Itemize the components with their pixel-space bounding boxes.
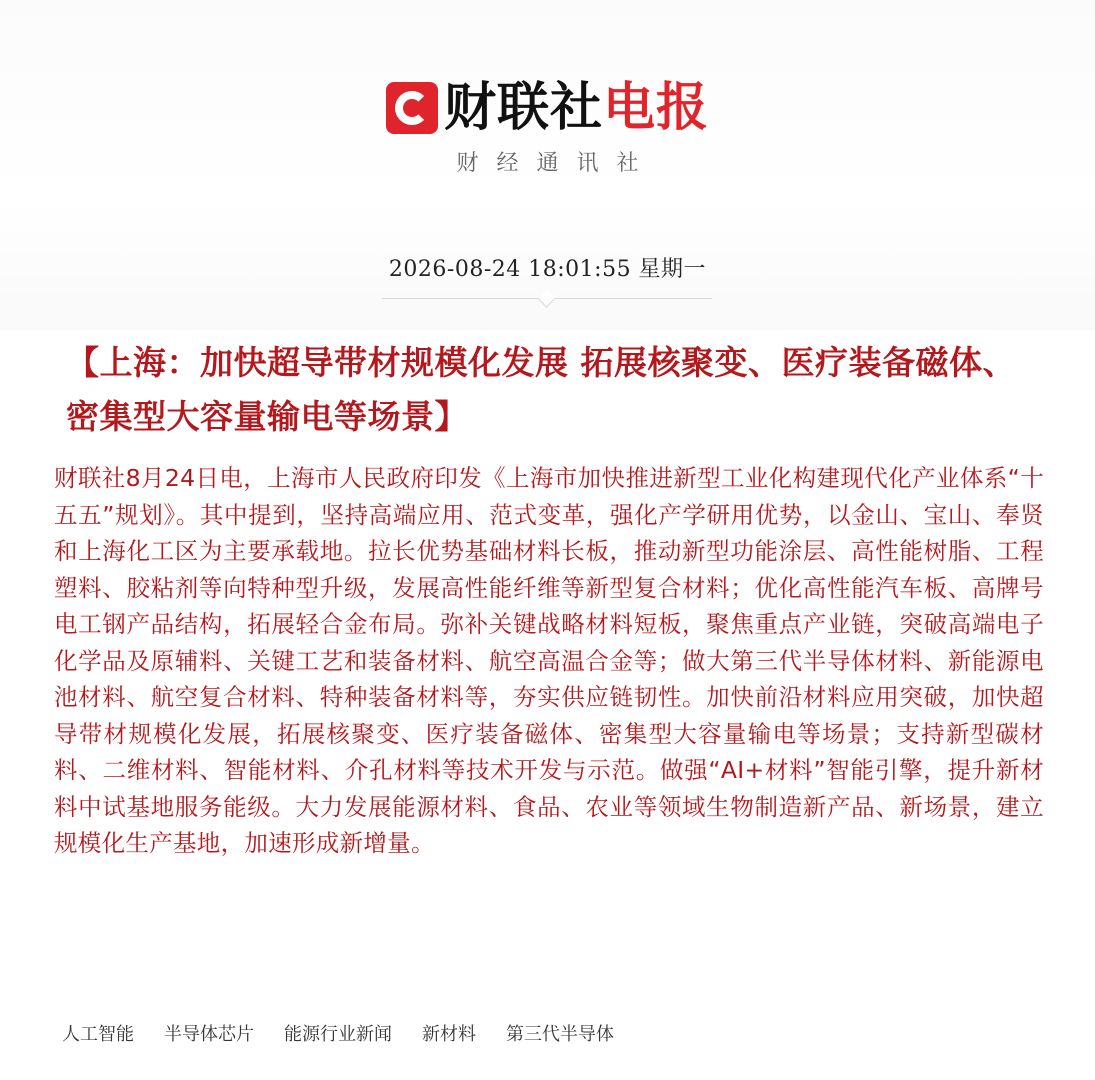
tag-item[interactable]: 半导体芯片 [164, 1024, 254, 1045]
tag-item[interactable]: 第三代半导体 [506, 1024, 614, 1045]
brand-name-dark: 财联社 [443, 78, 603, 138]
tag-item[interactable]: 能源行业新闻 [284, 1024, 392, 1045]
tag-list [62, 1020, 614, 1046]
brand-name-red: 电报 [603, 78, 710, 138]
brand-c-icon [386, 82, 438, 134]
brand-name [444, 78, 709, 138]
article-headline: 【上海：加快超导带材规模化发展 拓展核聚变、医疗装备磁体、密集型大容量输电等场景】 [66, 343, 1016, 436]
article-datetime: 2026-08-24 18:01:55 星期一 [388, 257, 707, 282]
brand-logo [0, 78, 1095, 138]
tag-item[interactable]: 新材料 [422, 1024, 476, 1045]
article-body: 财联社8月24日电，上海市人民政府印发《上海市加快推进新型工业化构建现代化产业体系“十五五”规划》。其中提到，坚持高端应用、范式变革，强化产学研用优势，以金山、宝山、奉贤和上海化工区为主要承载地。拉长优势基础材料长板，推动新型功能涂层、高性能树脂、工程塑料、胶粘剂等向特种型升级，发展高性能纤维等新型复合材料；优化高性能汽车板、高牌号电工钢产品结构，拓展轻合金布局。弥补关键战略材料短板，聚焦重点产业链，突破高端电子化学品及原辅料、关键工艺和装备材料、航空高温合金等；做大第三代半导体材料、新能源电池材料、航空复合材料、特种装备材料等，夯实供应链韧性。加快前沿材料应用突破，加快超导带材规模化发展，拓展核聚变、医疗装备磁体、密集型大容量输电等场景；支持新型碳材料、二维材料、智能材料、介孔材料等技术开发与示范。做强“AI+材料”智能引擎，提升新材料中试基地服务能级。大力发展能源材料、食品、农业等领域生物制造新产品、新场景，建立规模化生产基地，加速形成新增量。 [54, 464, 1044, 857]
brand-tagline: 财经通讯社 [456, 151, 657, 176]
tag-item[interactable]: 人工智能 [62, 1024, 134, 1045]
